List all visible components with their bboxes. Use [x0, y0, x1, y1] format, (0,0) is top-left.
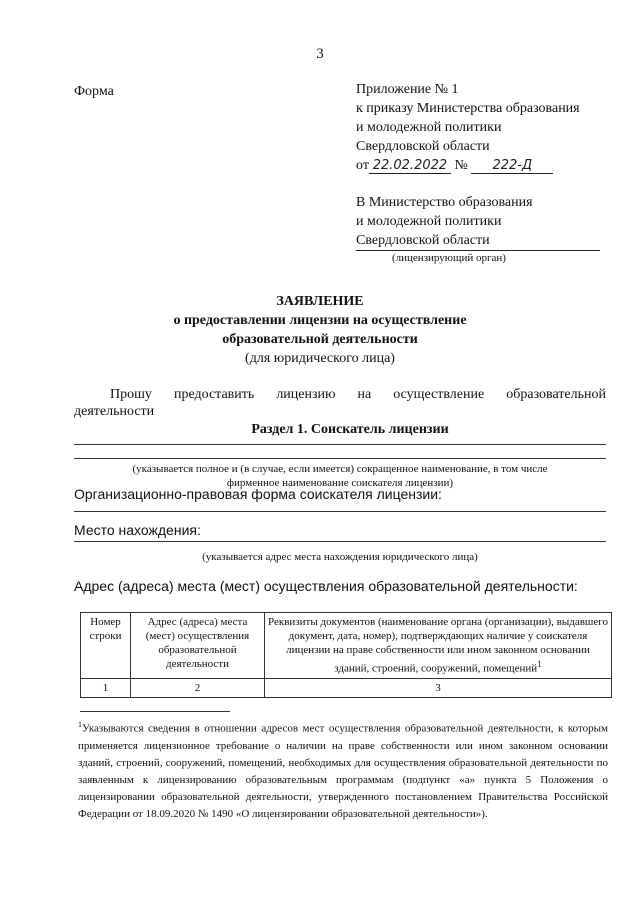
table-row	[81, 678, 612, 697]
page-number: 3	[316, 46, 324, 62]
number-prefix: №	[454, 158, 468, 173]
addresses-label: Адрес (адреса) места (мест) осуществления образовательной деятельности:	[74, 578, 578, 594]
legal-form-field	[74, 511, 606, 512]
footnote-mark: 1	[78, 720, 82, 729]
applicant-name-hint: (указывается полное и (в случае, если имеется) сокращенное наименование, в том числе	[132, 463, 548, 475]
footnote	[78, 716, 608, 823]
table-header-text: Реквизиты документов (наименование органа (организации), выдавшего документ, дата, номер), подтверждающих наличие у соискателя лицензии на праве собственности или ином законном основании зданий, строений, сооружений, помещений	[268, 616, 608, 675]
applicant-name-hint: фирменное наименование соискателя лицензии)	[226, 477, 454, 489]
addressee-block	[356, 193, 600, 265]
table-header-cell: Адрес (адреса) места (мест) осуществления образовательной деятельности	[131, 613, 265, 679]
footnote-mark: 1	[537, 659, 542, 669]
title-note: (для юридического лица)	[245, 351, 395, 366]
appendix-block	[356, 80, 580, 175]
footnote-divider	[80, 711, 230, 712]
location-field	[74, 541, 606, 542]
table-header-cell: Номер строки	[81, 613, 131, 679]
section-title: Раздел 1. Соискатель лицензии	[251, 422, 449, 437]
addressee-line: В Министерство образования	[356, 195, 533, 210]
applicant-name-field	[74, 458, 606, 459]
title-subheading: образовательной деятельности	[222, 332, 418, 347]
title-subheading: о предоставлении лицензии на осуществление	[173, 313, 467, 328]
location-hint: (указывается адрес места нахождения юридического лица)	[202, 551, 478, 563]
table-cell-number: 1	[81, 678, 131, 697]
title-heading: ЗАЯВЛЕНИЕ	[276, 294, 364, 309]
legal-form-label: Организационно-правовая форма соискателя лицензии:	[74, 486, 442, 502]
appendix-line: Приложение № 1	[356, 82, 459, 97]
location-label: Место нахождения:	[74, 522, 201, 538]
divider-line	[74, 444, 606, 445]
number-handwritten: 222-Д	[471, 158, 553, 174]
footnote-text: Указываются сведения в отношении адресов мест осуществления образовательной деятельности, к которым применяется лицензионное требование о наличии на праве собственности или ином законном основании зданий, строений, сооружений, помещений, необходимых для осуществления образовательной деятельности по заявленным к лицензированию образовательным программам (подпункт «а» пункта 5 Положения о лицензировании образовательной деятельности, утвержденного постановлением Правительства Российской Федерации от 18.09.2020 № 1490 «О лицензировании образовательной деятельности»).	[78, 722, 608, 820]
form-label: Форма	[74, 84, 114, 99]
table-header-cell	[265, 613, 612, 679]
table-cell-number: 2	[131, 678, 265, 697]
addressee-hint: (лицензирующий орган)	[392, 252, 506, 264]
addressee-line: и молодежной политики	[356, 214, 502, 229]
document-title	[0, 292, 640, 368]
request-text: Прошу предоставить лицензию на осуществление образовательной	[110, 387, 606, 402]
date-prefix: от	[356, 158, 369, 173]
appendix-line: к приказу Министерства образования	[356, 101, 580, 116]
table-cell-number: 3	[265, 678, 612, 697]
addressee-line: Свердловской области	[356, 231, 600, 251]
addresses-table	[80, 612, 612, 698]
request-text-continued: деятельности	[74, 404, 155, 419]
appendix-line: Свердловской области	[356, 139, 490, 154]
table-header-row	[81, 613, 612, 679]
appendix-line: и молодежной политики	[356, 120, 502, 135]
appendix-date-row	[356, 156, 580, 175]
date-handwritten: 22.02.2022	[369, 158, 451, 174]
